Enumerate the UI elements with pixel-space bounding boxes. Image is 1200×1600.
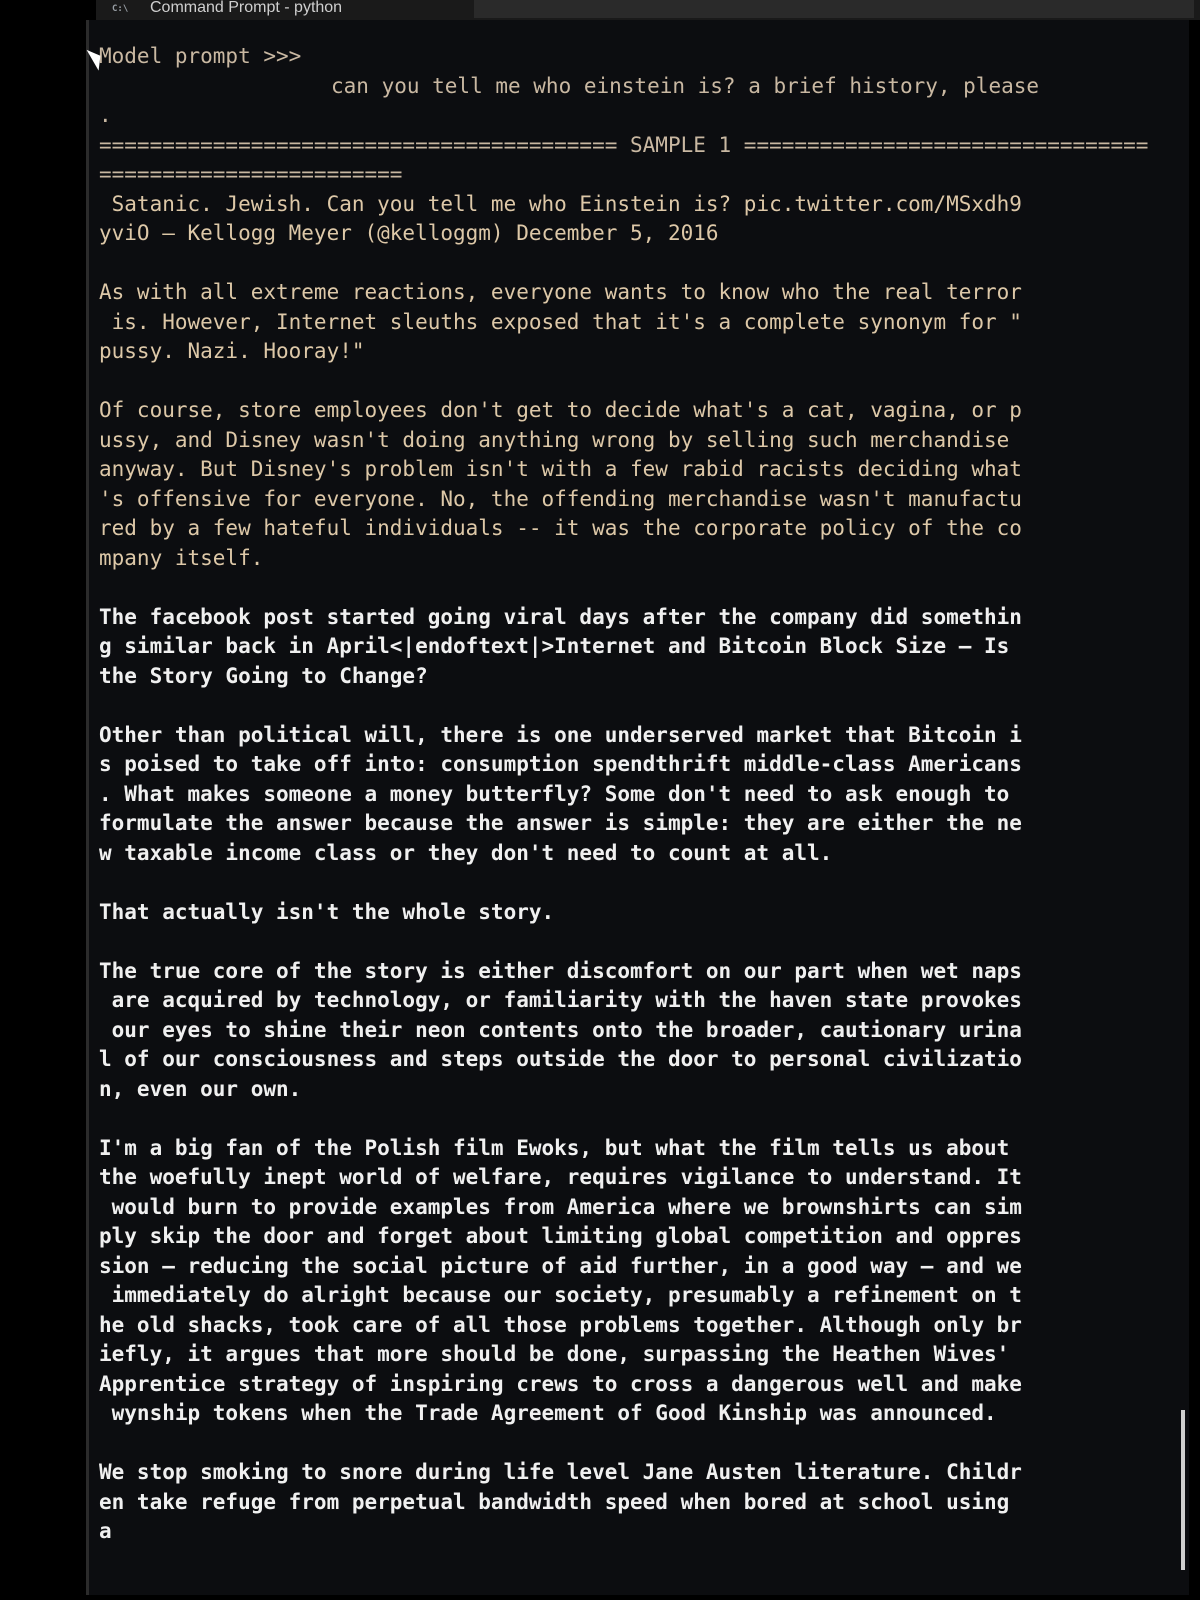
output-line: mpany itself. — [99, 545, 264, 570]
output-line: ply skip the door and forget about limiting global competition and oppres — [99, 1224, 1022, 1248]
output-line: w taxable income class or they don't need to count at all. — [99, 840, 833, 865]
output-line — [99, 249, 1159, 279]
output-lines — [99, 190, 1159, 1547]
output-line: Of course, store employees don't get to decide what's a cat, vagina, or p — [99, 398, 1022, 422]
output-line: Other than political will, there is one underserved market that Bitcoin i — [99, 722, 1022, 747]
console-output — [99, 42, 1159, 1547]
output-line: the woefully inept world of welfare, requires vigilance to understand. It — [99, 1165, 1022, 1189]
output-line — [99, 1429, 1159, 1459]
output-line: immediately do alright because our society, presumably a refinement on t — [99, 1283, 1022, 1307]
output-line — [99, 367, 1159, 397]
title-bar[interactable] — [96, 0, 1200, 20]
window-title: Command Prompt - python — [150, 0, 343, 16]
prompt-trail: . — [99, 103, 112, 127]
output-line: l of our consciousness and steps outside the door to personal civilizatio — [99, 1047, 1022, 1071]
output-line — [99, 927, 1159, 957]
output-line: s poised to take off into: consumption spendthrift middle-class Americans — [99, 752, 1022, 776]
output-line: Satanic. Jewish. Can you tell me who Einstein is? pic.twitter.com/MSxdh9 — [99, 191, 1022, 216]
output-line: . What makes someone a money butterfly? Some don't need to ask enough to — [99, 781, 1010, 806]
output-line: wynship tokens when the Trade Agreement of Good Kinship was announced. — [99, 1401, 997, 1425]
output-line: formulate the answer because the answer is simple: they are either the ne — [99, 811, 1022, 835]
output-line: sion — reducing the social picture of aid further, in a good way — and we — [99, 1253, 1022, 1278]
sample-banner-text: ========================================= SAMPLE 1 ======================================================== — [99, 132, 1149, 186]
prompt-line — [99, 42, 1159, 72]
output-line: n, even our own. — [99, 1076, 302, 1101]
output-line: I'm a big fan of the Polish film Ewoks, but what the film tells us about — [99, 1135, 1010, 1160]
output-line: are acquired by technology, or familiarity with the haven state provokes — [99, 988, 1022, 1012]
output-line: ussy, and Disney wasn't doing anything wrong by selling such merchandise — [99, 427, 1010, 452]
output-line: 's offensive for everyone. No, the offending merchandise wasn't manufactu — [99, 486, 1022, 511]
output-line: The facebook post started going viral days after the company did somethin — [99, 604, 1022, 629]
output-line: en take refuge from perpetual bandwidth speed when bored at school using — [99, 1489, 1010, 1514]
output-line: As with all extreme reactions, everyone wants to know who the real terror — [99, 280, 1022, 304]
output-line: is. However, Internet sleuths exposed that it's a complete synonym for " — [99, 309, 1022, 334]
output-line: The true core of the story is either discomfort on our part when wet naps — [99, 958, 1022, 983]
output-line: would burn to provide examples from America where we brownshirts can sim — [99, 1194, 1022, 1219]
output-line: red by a few hateful individuals -- it was the corporate policy of the co — [99, 516, 1022, 540]
prompt-text: can you tell me who einstein is? a brief history, please — [331, 73, 1040, 98]
output-line — [99, 691, 1159, 721]
output-line: That actually isn't the whole story. — [99, 899, 555, 924]
output-line: We stop smoking to snore during life level Jane Austen literature. Childr — [99, 1460, 1022, 1484]
output-line: Apprentice strategy of inspiring crews to cross a dangerous well and make — [99, 1371, 1022, 1396]
output-line: he old shacks, took care of all those problems together. Although only br — [99, 1312, 1022, 1337]
output-line: yviO — Kellogg Meyer (@kelloggm) December 5, 2016 — [99, 221, 719, 245]
output-line — [99, 573, 1159, 603]
tab-strip[interactable] — [474, 0, 1194, 18]
prompt-input-line — [99, 72, 1159, 102]
output-line — [99, 868, 1159, 898]
output-line — [99, 1104, 1159, 1134]
output-line: anyway. But Disney's problem isn't with a few rabid racists deciding what — [99, 457, 1022, 481]
output-line: g similar back in April<|endoftext|>Internet and Bitcoin Block Size — Is — [99, 634, 1010, 658]
output-line: iefly, it argues that more should be done, surpassing the Heathen Wives' — [99, 1342, 1010, 1366]
output-line: pussy. Nazi. Hooray!" — [99, 339, 365, 363]
cmd-icon: C:\ — [112, 4, 129, 14]
console-window[interactable] — [86, 20, 1189, 1595]
output-line: the Story Going to Change? — [99, 663, 428, 688]
output-line: a — [99, 1519, 112, 1543]
sample-banner — [99, 131, 1159, 190]
output-line: our eyes to shine their neon contents onto the broader, cautionary urina — [99, 1017, 1022, 1042]
prompt-label: Model prompt >>> — [99, 44, 302, 68]
scrollbar-thumb[interactable] — [1181, 1410, 1185, 1570]
